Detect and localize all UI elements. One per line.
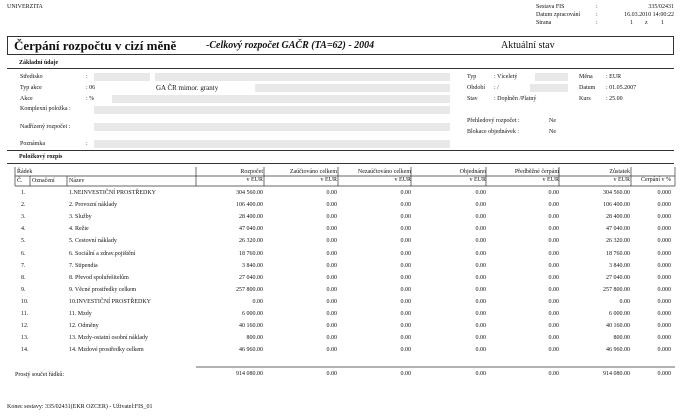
cell-zustatek: 3 840.00 (609, 262, 630, 269)
cell-nezauctovano: 0.00 (400, 226, 411, 233)
cell-name: 10.INVESTIČNÍ PROSTŘEDKY (69, 298, 152, 305)
cell-name: 9. Věcné prostředky celkem (69, 286, 137, 293)
cell-name: 2. Provozní náklady (69, 202, 118, 209)
report-id-value: 335/02431 (648, 4, 674, 10)
total-cerpani: 0.000 (657, 371, 671, 377)
cell-zauctovano: 0.00 (326, 238, 337, 245)
cell-objednano: 0.00 (475, 226, 486, 233)
datum-label: Datum (579, 85, 596, 91)
cell-zustatek: 257 800.00 (603, 286, 630, 293)
cell-cerpani: 0.000 (657, 202, 671, 209)
cell-zustatek: 304 560.00 (603, 190, 630, 196)
cell-predbezne: 0.00 (548, 226, 559, 233)
cell-zustatek: 800.00 (613, 335, 630, 342)
mena-label: Měna (579, 74, 593, 80)
cell-predbezne: 0.00 (548, 323, 559, 330)
total-zauctovano: 0.00 (326, 371, 337, 377)
cell-nezauctovano: 0.00 (400, 335, 411, 342)
cell-cerpani: 0.000 (657, 335, 671, 342)
cell-predbezne: 0.00 (548, 262, 559, 269)
total-predbezne: 0.00 (548, 371, 559, 377)
cell-rozpocet: 0.00 (252, 298, 263, 305)
cell-zustatek: 0.00 (619, 298, 630, 305)
report-state: Aktuální stav (501, 40, 555, 51)
cell-name: 8. Převod spoluřešitelům (69, 274, 129, 281)
cell-zauctovano: 0.00 (326, 335, 337, 342)
cell-zauctovano: 0.00 (326, 214, 337, 221)
cell-row-number: 14. (21, 347, 29, 354)
cell-objednano: 0.00 (475, 238, 486, 245)
page-label: Strana (536, 20, 552, 26)
item-breakdown-heading: Položkový rozpis (19, 154, 63, 160)
cell-nezauctovano: 0.00 (400, 311, 411, 317)
nadrizeny-rozpocet-label: Nadřízený rozpočet : (20, 124, 71, 130)
col-header-zustatek-unit: v EUR (613, 177, 630, 183)
col-header-rozpocet: Rozpočet (240, 169, 263, 175)
processing-date-value: 16.03.2010 14:00:22 (624, 12, 674, 18)
report-footer: Konec sestavy: 335/02431(EKR OZCER) - Uživatel:FIS_01 (7, 404, 153, 410)
cell-predbezne: 0.00 (548, 311, 559, 317)
cell-predbezne: 0.00 (548, 347, 559, 354)
cell-zustatek: 40 160.00 (606, 323, 630, 330)
report-id-label: Sestava FIS (536, 4, 565, 10)
blokace-objednavek-value: Ne (549, 129, 556, 135)
cell-rozpocet: 26 320.00 (239, 238, 263, 245)
cell-zauctovano: 0.00 (326, 298, 337, 305)
cell-cerpani: 0.000 (657, 311, 671, 317)
cell-nezauctovano: 0.00 (400, 214, 411, 221)
cell-objednano: 0.00 (475, 190, 486, 196)
col-header-cerpani: Čerpání v % (641, 177, 671, 183)
colon: : (86, 74, 88, 80)
cell-zauctovano: 0.00 (326, 286, 337, 293)
cell-name: 3. Služby (69, 214, 92, 221)
cell-zustatek: 26 320.00 (606, 238, 630, 245)
cell-nezauctovano: 0.00 (400, 298, 411, 305)
cell-objednano: 0.00 (475, 323, 486, 330)
cell-predbezne: 0.00 (548, 238, 559, 245)
typ-akce-desc: GA ČR mimor. granty (156, 84, 219, 92)
cell-objednano: 0.00 (475, 286, 486, 293)
cell-predbezne: 0.00 (548, 298, 559, 305)
page-number: 1 (630, 20, 633, 26)
prehledovy-rozpocet-value: Ne (549, 118, 556, 124)
cell-objednano: 0.00 (475, 335, 486, 342)
col-header-zustatek: Zůstatek (609, 169, 630, 175)
page-of: z (645, 20, 648, 26)
cell-name: 7. Stipendia (69, 262, 98, 269)
cell-rozpocet: 3 840.00 (242, 262, 263, 269)
cell-row-number: 12. (21, 323, 29, 330)
cell-name: 4. Režie (69, 226, 89, 233)
col-header-rozpocet-unit: v EUR (246, 177, 263, 183)
cell-rozpocet: 46 960.00 (239, 347, 263, 354)
col-header-nezauctovano: Nezaúčtováno celkem (357, 169, 411, 175)
typ-akce-value: : 06 (86, 85, 96, 91)
cell-name: 5. Cestovní náklady (69, 238, 117, 245)
cell-name: 12. Odměny (69, 323, 99, 330)
komplexni-polozka-label: Komplexní položka : (20, 106, 71, 112)
cell-zustatek: 106 400.00 (603, 202, 630, 209)
cell-name: 11. Mzdy (69, 311, 92, 317)
cell-objednano: 0.00 (475, 250, 486, 257)
cell-predbezne: 0.00 (548, 335, 559, 342)
mena-value: : EUR (606, 74, 622, 80)
typ-akce-label: Typ akce (20, 85, 42, 91)
prehledovy-rozpocet-label: Přehledový rozpočet : (467, 118, 520, 124)
colon: : (86, 141, 88, 147)
col-header-radek: Řádek (17, 169, 33, 175)
cell-row-number: 9. (21, 286, 26, 293)
page-total: 1 (661, 20, 664, 26)
cell-zustatek: 6 000.00 (609, 311, 630, 317)
cell-predbezne: 0.00 (548, 190, 559, 196)
cell-cerpani: 0.000 (657, 323, 671, 330)
colon: : (596, 4, 598, 10)
cell-rozpocet: 304 560.00 (236, 190, 263, 196)
cell-row-number: 6. (21, 250, 26, 257)
basic-info-heading: Základní údaje (19, 60, 59, 66)
colon: : (596, 20, 598, 26)
cell-name: 6. Sociální a zdrav.pojištění (69, 250, 136, 257)
university-name: UNIVERZITA (7, 4, 43, 10)
report-title: Čerpání rozpočtu v cizí měně (14, 38, 177, 53)
kurs-label: Kurs (579, 96, 591, 102)
cell-rozpocet: 28 400.00 (239, 214, 263, 221)
col-header-objednano-unit: v EUR (469, 177, 486, 183)
cell-zauctovano: 0.00 (326, 347, 337, 354)
cell-objednano: 0.00 (475, 311, 486, 317)
col-header-nezauctovano-unit: v EUR (394, 177, 411, 183)
cell-cerpani: 0.000 (657, 298, 671, 305)
col-header-objednano: Objednáno (459, 169, 486, 175)
cell-predbezne: 0.00 (548, 274, 559, 281)
total-label: Prostý součet řádků: (15, 372, 64, 378)
cell-zauctovano: 0.00 (326, 202, 337, 209)
total-objednano: 0.00 (475, 371, 486, 377)
cell-nezauctovano: 0.00 (400, 323, 411, 330)
cell-zauctovano: 0.00 (326, 226, 337, 233)
cell-zauctovano: 0.00 (326, 250, 337, 257)
cell-objednano: 0.00 (475, 298, 486, 305)
cell-zauctovano: 0.00 (326, 262, 337, 269)
cell-predbezne: 0.00 (548, 286, 559, 293)
cell-row-number: 5. (21, 238, 26, 245)
cell-cerpani: 0.000 (657, 190, 671, 196)
processing-date-label: Datum zpracování (536, 12, 581, 18)
cell-nezauctovano: 0.00 (400, 274, 411, 281)
obdobi-value: : / (494, 85, 499, 91)
cell-nezauctovano: 0.00 (400, 202, 411, 209)
cell-nezauctovano: 0.00 (400, 238, 411, 245)
cell-zustatek: 27 040.00 (606, 274, 630, 281)
cell-objednano: 0.00 (475, 274, 486, 281)
cell-name: 14. Mzdové prostředky celkem (69, 347, 144, 354)
col-header-zauctovano: Zaúčtováno celkem (289, 169, 337, 175)
cell-name: 13. Mzdy-ostatní osobní náklady (69, 335, 148, 342)
cell-objednano: 0.00 (475, 347, 486, 354)
total-zustatek: 914 080.00 (603, 371, 630, 377)
cell-rozpocet: 800.00 (246, 335, 263, 342)
kurs-value: : 25.00 (606, 96, 623, 102)
poznamka-label: Poznámka (20, 141, 45, 147)
stredisko-label: Středisko (20, 74, 43, 80)
cell-zauctovano: 0.00 (326, 190, 337, 196)
cell-rozpocet: 40 160.00 (239, 323, 263, 330)
cell-objednano: 0.00 (475, 202, 486, 209)
cell-rozpocet: 47 040.00 (239, 226, 263, 233)
cell-row-number: 2. (21, 202, 26, 209)
obdobi-label: Období (467, 85, 485, 91)
cell-nezauctovano: 0.00 (400, 250, 411, 257)
cell-cerpani: 0.000 (657, 262, 671, 269)
cell-cerpani: 0.000 (657, 286, 671, 293)
cell-zauctovano: 0.00 (326, 311, 337, 317)
cell-cerpani: 0.000 (657, 238, 671, 245)
cell-nezauctovano: 0.00 (400, 262, 411, 269)
typ-value: : Víceletý (494, 74, 518, 80)
typ-label: Typ (467, 74, 477, 80)
cell-row-number: 7. (21, 262, 26, 269)
col-header-predbezne: Předběžné čerpání (514, 169, 559, 175)
cell-zustatek: 28 400.00 (606, 214, 630, 221)
cell-rozpocet: 106 400.00 (236, 202, 263, 209)
cell-row-number: 4. (21, 226, 26, 233)
cell-zustatek: 46 960.00 (606, 347, 630, 354)
cell-row-number: 13. (21, 335, 29, 342)
cell-rozpocet: 257 800.00 (236, 286, 263, 293)
stav-value: : Doplněn /Platný (494, 96, 537, 102)
blokace-objednavek-label: Blokace objednávek : (467, 129, 519, 135)
total-nezauctovano: 0.00 (400, 371, 411, 377)
cell-nezauctovano: 0.00 (400, 347, 411, 354)
cell-predbezne: 0.00 (548, 214, 559, 221)
cell-rozpocet: 6 000.00 (242, 311, 263, 317)
cell-cerpani: 0.000 (657, 274, 671, 281)
akce-label: Akce (20, 96, 33, 102)
total-rozpocet: 914 080.00 (236, 371, 263, 377)
cell-row-number: 10. (21, 298, 29, 305)
cell-row-number: 1. (21, 190, 26, 196)
cell-cerpani: 0.000 (657, 214, 671, 221)
cell-zauctovano: 0.00 (326, 323, 337, 330)
cell-predbezne: 0.00 (548, 202, 559, 209)
cell-objednano: 0.00 (475, 262, 486, 269)
cell-zustatek: 47 040.00 (606, 226, 630, 233)
col-header-nazev: Název (69, 178, 85, 184)
akce-value: : % (86, 96, 95, 102)
cell-nezauctovano: 0.00 (400, 190, 411, 196)
stav-label: Stav (467, 96, 478, 102)
cell-row-number: 3. (21, 214, 26, 221)
cell-row-number: 8. (21, 274, 26, 281)
cell-rozpocet: 27 040.00 (239, 274, 263, 281)
cell-cerpani: 0.000 (657, 226, 671, 233)
report-subtitle: -Celkový rozpočet GAČR (TA=62) - 2004 (206, 40, 375, 51)
col-header-c: Č. (17, 178, 23, 184)
cell-row-number: 11. (21, 311, 29, 317)
cell-predbezne: 0.00 (548, 250, 559, 257)
col-header-oznaceni: Označení (32, 178, 55, 184)
cell-objednano: 0.00 (475, 214, 486, 221)
colon: : (596, 12, 598, 18)
cell-cerpani: 0.000 (657, 347, 671, 354)
datum-value: : 01.05.2007 (606, 85, 637, 91)
col-header-predbezne-unit: v EUR (542, 177, 559, 183)
cell-nezauctovano: 0.00 (400, 286, 411, 293)
cell-zustatek: 18 760.00 (606, 250, 630, 257)
col-header-zauctovano-unit: v EUR (320, 177, 337, 183)
cell-name: 1.NEINVESTIČNÍ PROSTŘEDKY (69, 190, 156, 196)
cell-rozpocet: 18 760.00 (239, 250, 263, 257)
cell-zauctovano: 0.00 (326, 274, 337, 281)
cell-cerpani: 0.000 (657, 250, 671, 257)
